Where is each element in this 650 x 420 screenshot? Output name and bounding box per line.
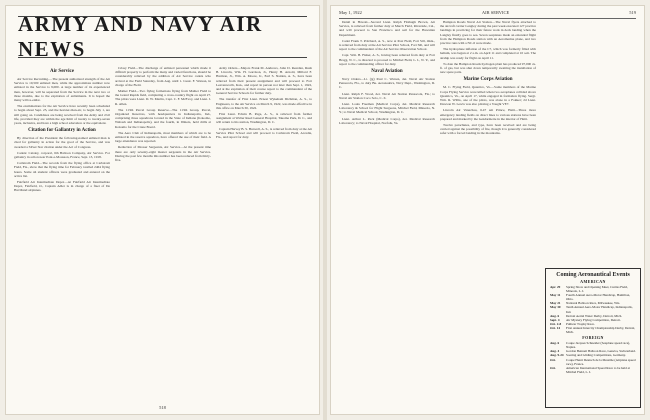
section-heading: Air Service (50, 69, 74, 74)
masthead: ARMY AND NAVY AIR NEWS (18, 16, 307, 58)
running-header (339, 10, 636, 19)
event-item (550, 305, 636, 313)
article-paragraph: Navy Orders—Lt. (jg) Paul C. Warren, det. Naval Air Station Pensacola, Fla., to duty Bu. Aeronautics, Navy Dept., Washington, D. C. (339, 77, 435, 90)
event-item (550, 341, 636, 349)
event-item (550, 285, 636, 293)
event-date: Aug. 4 (550, 349, 560, 354)
article-paragraph: The examinations for the Air Service have recently been scheduled to begin about Sept. 25, and the heavier-than-air, to begin July 1, are still going on. Candidates are being received from the Army and civil life, provided they are within the age limit of twenty to twenty-seven years, inclusive, and have a high school education or the equivalent. (14, 104, 110, 126)
event-text: Soaring and Gliding Competitions, Germany. (566, 353, 626, 358)
event-date: Aug. 6 (550, 341, 560, 346)
event-text: Spring Show and Opening Meet, Curtiss Field, Mineola, L. I. (566, 285, 628, 294)
right-column-1 (339, 20, 435, 396)
article-paragraph: Mather Field—Two flying formations flying from Mather Field to the Grand Rapids field, completing a cross-country flight on April 27. The pilots were Lieut. D. W. Martin, Capt. C. F. McEvoy, and Lieut. J. R. Allen. (115, 89, 211, 106)
events-american-list (546, 285, 640, 334)
event-item (550, 326, 636, 334)
event-text: American International Speed Race to be held at Mitchel Field, L. I. (566, 365, 630, 374)
article-paragraph: Lincoln Air Vanachau, 6.47 am Prince, Haiti—Three more emergency landing fields on direct lines to various stations have been prepared and marked by the Gendarmerie in the interior of Haiti. (440, 108, 536, 121)
event-text: Tenth Annual Aero-Motor Handicap, Indianapolis, Ind. (566, 305, 633, 314)
right-column-3 (541, 20, 637, 250)
article-paragraph: The 113th Parcel Group Reserve—The 113th Group, Parcel, Organized Reserves, with headquarters in Indianapolis, Ind., comprising three squadrons located in the State of Indiana (Kokomo, Wabash and Indianapolis), and the fourth, in Illinois, held drills at Kokomo for the Crane Board. (115, 107, 211, 129)
article-paragraph: The transfer of First Lieut. Ernest Wykeham Dichman, A. S., to Engineers, to the Air Service on March 9, 1922, was made effective in this office on March 30, 1922. (216, 97, 312, 110)
article-paragraph: Capt. Wm. B. Fisher, A. S., having been relieved from duty at Fort Bragg, N. C., is directed to proceed to Mitchel Field, L. I., N. Y., and report to the commanding officer for duty. (339, 53, 435, 66)
event-text: Coupe Henri Deutsch de la Meurthe (Airplane speed race), France. (566, 357, 636, 366)
event-date: Oct. 2-8 (550, 321, 562, 326)
event-item (550, 293, 636, 301)
article-paragraph: The hydroplane inflation of the C7, which was formerly filled with helium, was begun at 2 a.m. on April 11 and completed at 10 a.m. The airship was ready for flight on April 11. (440, 47, 536, 60)
article-paragraph: Air Service Recruiting.—The present authorized strength of the Air Service is 10,500 enlisted men, while the approximate number now enlisted in the Service is 9,000. A large number of its experienced men, however, will be separated from the Service in the next two or three months, due to the expiration of enlistments. It is hoped the many will re-enlist. (14, 77, 110, 103)
left-folio: 518 (159, 405, 166, 410)
article-paragraph: Army Orders—Majors Frank M. Andrews, John D. Reardan, Rush B. Lincoln, Wm. H. Garrison, Jr., Henry H. Arnold, Millard F. Harmon, Jr., Wm. A. Moore, Jr., Earl S. Naiden, A. S., have been relieved from their present assignment and will proceed to Fort Leavenworth, Kan., and report in person not later than Sept. 1, 1922, and at the expiration of their course report to the commandant of the General Service Schools for further duty. (216, 66, 312, 96)
left-column-2 (115, 66, 211, 396)
event-item (550, 366, 636, 374)
event-text: Pulitzer Trophy Race. (566, 321, 595, 326)
article-paragraph: M. C. Flying Field, Quantico, Va.—Some members of the Marine Corps Flying Service were killed when two aeroplanes collided above Quantico, Va., on April 17, while engaged in formation flying. Sergt. Wm. R. Willis, one of the pilots, was alone in a Fokker; 2d Lieut. Dawson W. Lewis was also piloting a Vought VE7. (440, 85, 536, 107)
event-date: Apr. 29 (550, 285, 561, 289)
article-paragraph: Reduction of Mosser Sergeants, Air Service—At the present time there are only seventy-eight master sergeants in the Air Service. During the past few months this number has been reduced from thirty-five. (115, 145, 211, 163)
event-text: Coupe Jacques Schneider (Seaplane speed race), Naples. (566, 341, 631, 350)
event-text: National Balloon Race, Milwaukee, Wis. (566, 301, 621, 306)
event-date: Aug. 6 (550, 313, 560, 318)
book-spine (323, 0, 327, 420)
article-paragraph: Detail in Hawaii—Second Lieut. Ralph Fitzhugh Brown, Air Service, is relieved from further duty at March Field, Riverside, Cal., and will proceed to San Francisco and sail for the Hawaiian Department. (339, 20, 435, 37)
events-title: Coming Aeronautical Events (556, 272, 630, 278)
event-date: May 11 (550, 293, 561, 298)
article-paragraph: Hampton Roads Naval Air Station—The Naval flyers attached to the aircraft carrier Langley during the past week executed 127 practice landings in practicing for their future work in deck landing when the Langley finally goes to sea. Seven seaplanes made an extended flight from the Hampton Roads station with an Aeromarine plane, and two practice runs with a NC-6 were made. (440, 20, 536, 46)
article-paragraph: Lieut. Arthur L. Peck (Medical Corps), det. Medical Research Laboratory; to Naval Hospital, Norfolk, Va. (339, 116, 435, 125)
event-date: May 30 (550, 305, 561, 310)
article-paragraph: Fairfield Air Intermediate Depot—At Fairfield Air Intermediate Depot, Fairfield, O., Captain Adler is in charge of a fleet of De Havilland airplanes. (14, 180, 110, 193)
article-paragraph: The Aero Club of Indianapolis, most members of which are to be enlisted in the reserve squadron, have offered the use of their field. A large attendance was reported. (115, 130, 211, 144)
header-folio: 519 (629, 10, 636, 15)
event-text: Detroit Aerial Water Derby, Detroit, Mich. (566, 313, 623, 318)
article-paragraph: Twelve parachutes, and type, have been received and are being carried against the possibility of fire, though it is generally considered safer with a forced landing in the mountains. (440, 123, 536, 136)
article-paragraph: Crissy Field—The discharge of enlisted personnel which made it difficult properly to perform the many and varied functions, should be considerably relieved by the addition of Air Service cadets who arrived at the Field Saturday, from Aug. until 1. Lieut. F. Watson, in charge of the Field. (115, 66, 211, 87)
event-date: Aug. 9-24 (550, 353, 564, 358)
article-paragraph: Carlstrom Field—The records from the flying office at Carlstrom Field, Fla., show that the flying time for February totalled 2464 flying hours. Some 44 student officers were graduated and entered on the active list. (14, 161, 110, 178)
event-date: Oct. (550, 357, 556, 362)
events-american-label: AMERICAN (580, 279, 606, 284)
event-text: Fourth Annual Aero-Motor Handicap, Hamilton, Ohio. (566, 293, 631, 302)
event-date: Sept. 4 (550, 317, 560, 322)
article-paragraph: First Lieut. Edwin B. Page, A. S., is relieved from further assignment at Walter Reed General Hospital, Takoma Park, D. C., and will return to his station, Washington, D. C. (216, 112, 312, 125)
section-heading: Marine Corps Aviation (463, 77, 513, 83)
header-date: May 1, 1922 (339, 10, 362, 15)
event-text: Air Mystery Flying Competition, Detroit. (566, 317, 621, 322)
header-title: AIR SERVICE (481, 10, 510, 15)
right-page (331, 6, 644, 414)
article-paragraph: By direction of the President the following-named enlisted man is cited for gallantry in action for the good of the Service, and was awarded a Silver Star citation under the Act of Congress. (14, 136, 110, 149)
event-item (550, 358, 636, 366)
article-paragraph: Captain Harvey B. S. Burwell, A. S., is relieved from duty at the Air Service Pilot School and will proceed to Carlstrom Field, Arcadia, Fla., and report for duty. (216, 126, 312, 140)
article-paragraph: Cadet Frank T. Pritchard, A. S., now at Post Field, Fort Sill, Okla., is relieved from duty at the Air Service Pilot School, Fort Sill, and will report to the commandant of the Air Service Observation School. (339, 38, 435, 52)
events-foreign-label: FOREIGN (582, 335, 604, 341)
article-paragraph: Lieut. Ralph F. Wood, det. Naval Air Station Pensacola, Fla.; to Naval Air Station Coco Solo, C. Z. (339, 91, 435, 100)
article-paragraph: Cadets: Caisley, corporal, 6th Balloon Company, Air Service. For gallantry in action near Pont-a-Mousson, France, Sept. 13, 1918. (14, 150, 110, 160)
coming-events-box (545, 268, 641, 408)
event-date: Oct. 14 (550, 325, 561, 330)
events-foreign-list (546, 341, 640, 374)
event-text: Gordon Bennett Balloon Race, Geneva, Switzerland. (566, 349, 636, 354)
section-heading: Naval Aviation (371, 69, 403, 75)
left-column-1 (14, 66, 110, 396)
event-text: First Annual Intercity Championship Derby, Detroit, Mich. (566, 325, 636, 335)
article-paragraph: To date the Hampton Roads hydrogen plant has produced 97,000 cu. ft. of gas, but was shut down temporarily awaiting the installation of new spare parts. (440, 61, 536, 75)
right-column-2 (440, 20, 536, 396)
event-date: May 21 (550, 301, 561, 306)
event-date: Oct. (550, 365, 556, 370)
left-column-3 (216, 66, 312, 396)
article-paragraph: Lieut. Louis Freeman (Medical Corps), det. Medical Research Laboratory & School for Flight Surgeons, Mitchel Field, Mineola, N. Y.; to Naval Medical School, Washington, D. C. (339, 102, 435, 115)
left-page (6, 6, 319, 414)
section-heading: Citation for Gallantry in Action (28, 128, 96, 134)
